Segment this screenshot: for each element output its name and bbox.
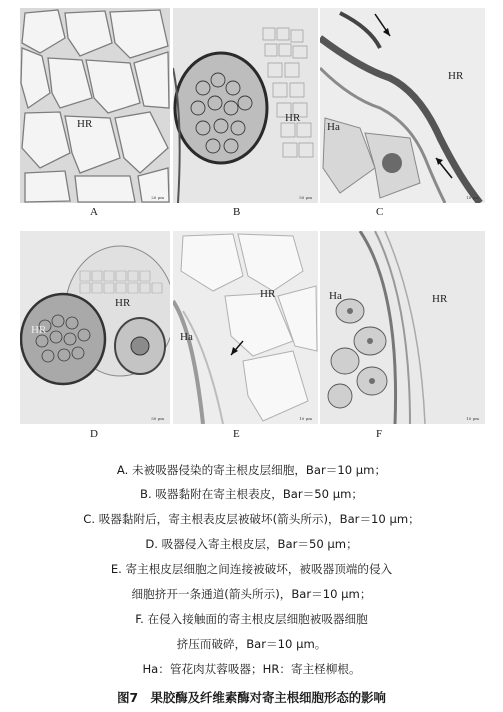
panel-f-letter: F <box>376 428 383 440</box>
caption-line-6: 细胞挤开一条通道(箭头所示)，Bar＝10 μm； <box>131 587 372 601</box>
panel-b-label-1: HR <box>285 112 301 124</box>
panel-a-scale-bar: 20 μm <box>151 195 164 200</box>
panel-d-label-1: HR <box>115 297 131 309</box>
caption-line-1: A. 未被吸器侵染的寄主根皮层细胞，Bar＝10 μm； <box>116 463 387 477</box>
panel-c-scale-bar: 10 μm <box>466 195 479 200</box>
panel-f-scale-bar: 10 μm <box>466 416 479 421</box>
panel-e-label-2: Ha <box>180 331 193 343</box>
panel-d-label-2: HR <box>31 324 47 336</box>
panel-a-image <box>20 8 170 203</box>
panel-d-letter: D <box>90 428 98 440</box>
panel-c-label-2: Ha <box>327 121 340 133</box>
panel-e-image <box>173 231 318 424</box>
panel-a-label-1: HR <box>77 118 93 130</box>
panel-f-label-1: Ha <box>329 290 342 302</box>
caption-line-9: Ha：管花肉苁蓉吸器；HR：寄主柽柳根。 <box>142 662 361 676</box>
caption-line-3: C. 吸器黏附后，寄主根表皮层被破坏(箭头所示)，Bar＝10 μm； <box>83 512 420 526</box>
caption-line-5: E. 寄主根皮层细胞之间连接被破坏，被吸器顶端的侵入 <box>110 562 393 576</box>
caption-line-8: 挤压而破碎，Bar＝10 μm。 <box>176 637 327 651</box>
panel-c-label-1: HR <box>448 70 464 82</box>
panel-d-image <box>20 231 170 424</box>
panel-a-letter: A <box>90 206 98 218</box>
panel-b-letter: B <box>233 206 241 218</box>
panel-c-image <box>320 8 485 203</box>
panel-f-label-2: HR <box>432 293 448 305</box>
caption-line-2: B. 吸器黏附在寄主根表皮，Bar＝50 μm； <box>140 487 363 501</box>
panel-e-label-1: HR <box>260 288 276 300</box>
panel-d-scale-bar: 50 μm <box>151 416 164 421</box>
panel-c-letter: C <box>376 206 384 218</box>
caption-line-4: D. 吸器侵入寄主根皮层，Bar＝50 μm； <box>145 537 358 551</box>
panel-b-image <box>173 8 318 203</box>
panel-e-scale-bar: 10 μm <box>299 416 312 421</box>
figure-title: 图7 果胶酶及纤维素酶对寄主根细胞形态的影响 <box>117 690 386 705</box>
panel-b-scale-bar: 50 μm <box>299 195 312 200</box>
micrograph-grid <box>20 8 485 446</box>
panel-e-letter: E <box>233 428 240 440</box>
panel-f-image <box>320 231 485 424</box>
caption-line-7: F. 在侵入接触面的寄主根皮层细胞被吸器细胞 <box>135 612 368 626</box>
